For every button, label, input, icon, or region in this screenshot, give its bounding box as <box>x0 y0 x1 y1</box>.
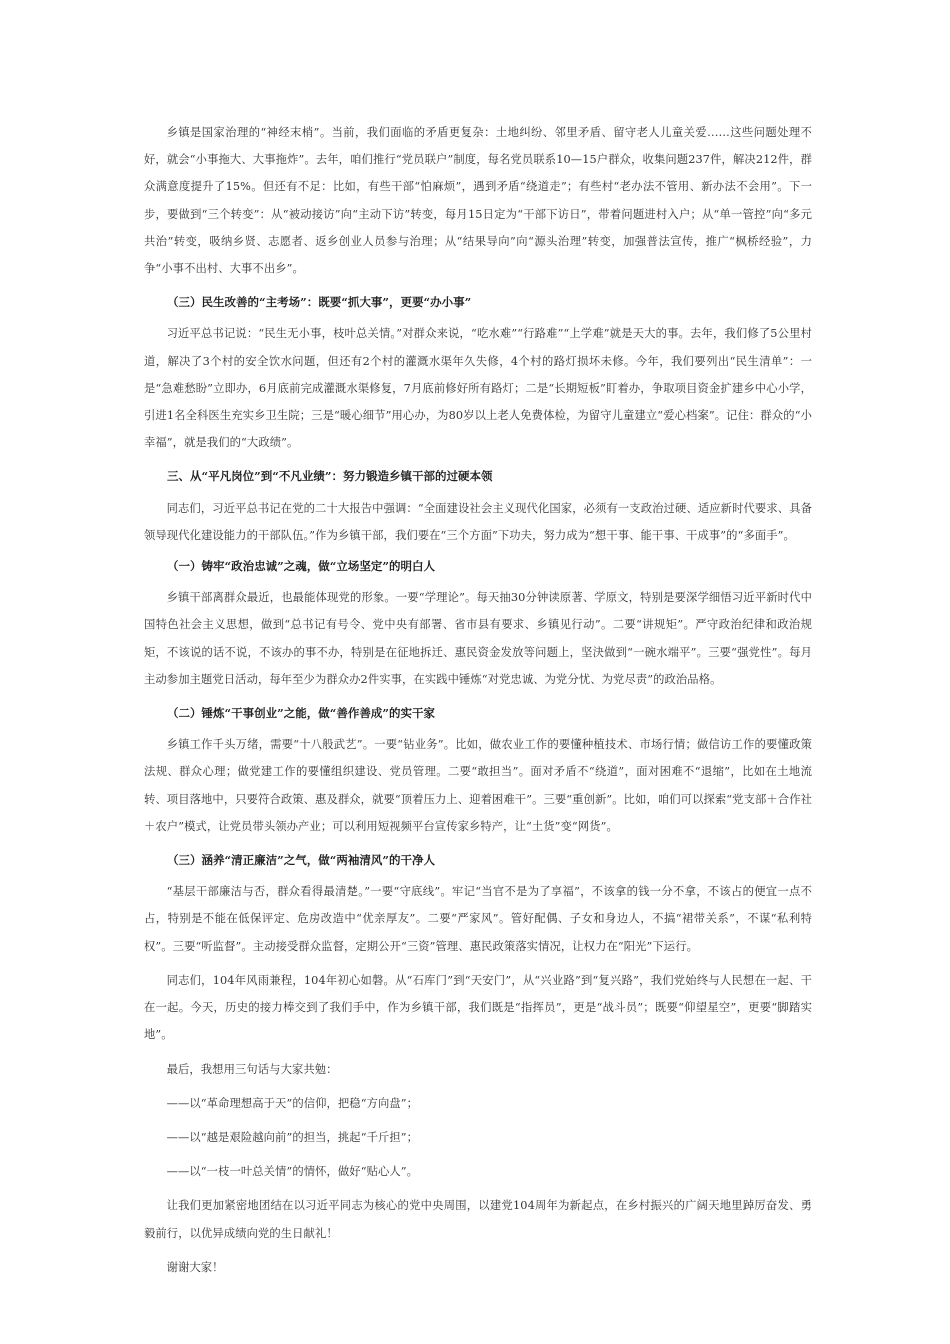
speech-body <box>144 119 812 1281</box>
paragraph-integrity: “基层干部廉洁与否，群众看得最清楚。”一要“守底线”。牢记“当官不是为了享福”，不该拿的钱一分不拿，不该占的便宜一点不占，特别是不能在低保评定、危房改造中“优亲厚友”。二要“严家风”。管好配偶、子女和身边人，不搞“裙带关系”，不谋“私利特权”。三要“听监督”。主动接受群众监督，定期公开“三资”管理、惠民政策落实情况，让权力在“阳光”下运行。 <box>144 885 812 953</box>
paragraph-cadre-intro: 同志们，习近平总书记在党的二十大报告中强调：“全面建设社会主义现代化国家，必须有一支政治过硬、适应新时代要求、具备领导现代化建设能力的干部队伍。”作为乡镇干部，我们要在“三个方面”下功夫，努力成为“想干事、能干事、干成事”的“多面手”。 <box>144 501 812 542</box>
section-heading-livelihood: （三）民生改善的“主考场”：既要“抓大事”，更要“办小事” <box>167 295 472 310</box>
paragraph-political-loyalty: 乡镇干部离群众最近，也最能体现党的形象。一要“学理论”。每天抽30分钟读原著、学原文，特别是要深学细悟习近平新时代中国特色社会主义思想，做到“总书记有号令、党中央有部署、省市县有要求、乡镇见行动”。二要“讲规矩”。严守政治纪律和政治规矩，不该说的话不说，不该办的事不办，特别是在征地拆迁、惠民资金发放等问题上，坚決做到“一碗水端平”。三要“强党性”。每月主动参加主题党日活动，每年至少为群众办2件实事，在实践中锤炼“对党忠诚、为党分忧、为党尽责”的政治品格。 <box>144 591 812 686</box>
section-heading-capability: （二）锤炼“干事创业”之能，做“善作善成”的实干家 <box>167 706 435 721</box>
paragraph-call-to-action: 让我们更加紧密地团结在以习近平同志为核心的党中央周围，以建党104周年为新起点，在乡村振兴的广阔天地里踔厉奋发、勇毅前行，以优异成绩向党的生日献礼！ <box>144 1199 812 1240</box>
section-heading-political-loyalty: （一）铸牢“政治忠诚”之魂，做“立场坚定”的明白人 <box>167 559 435 574</box>
paragraph-livelihood: 习近平总书记说：“民生无小事，枝叶总关情。”对群众来说，“吃水难”“行路难”“上学难”就是天大的事。去年，我们修了5公里村道，解决了3个村的安全饮水问题，但还有2个村的灌溉水渠年久失修，4个村的路灯损坏未修。今年，我们要列出“民生清单”：一是“急难愁盼”立即办，6月底前完成灌溉水渠修复，7月底前修好所有路灯；二是“长期短板”盯着办，争取项目资金扩建乡中心小学，引进1名全科医生充实乡卫生院；三是“暖心细节”用心办，为80岁以上老人免费体检，为留守儿童建立“爱心档案”。记住：群众的“小幸福”，就是我们的“大政绩”。 <box>144 327 812 450</box>
paragraph-anniversary: 同志们，104年风雨兼程，104年初心如磐。从“石库门”到“天安门”，从“兴业路”到“复兴路”，我们党始终与人民想在一起、干在一起。今天，历史的接力棒交到了我们手中，作为乡镇干部，我们既是“指挥员”，更是“战斗员”；既要“仰望星空”，更要“脚踏实地”。 <box>144 973 812 1042</box>
motto-line-3: ——以“一枝一叶总关情”的情怀，做好“贴心人”。 <box>166 1165 419 1179</box>
paragraph-capability: 乡镇工作千头万绪，需要“十八般武艺”。一要“钻业务”。比如，做农业工作的要懂种植技术、市场行情；做信访工作的要懂政策法规、群众心理；做党建工作的要懂组织建设、党员管理。二要“敢担当”。面对矛盾不“绕道”，面对困难不“退缩”，比如在土地流转、项目落地中，只要符合政策、惠及群众，就要“顶着压力上、迎着困难干”。三要“重创新”。比如，咱们可以探索“党支部＋合作社＋农户”模式，让党员带头领办产业；可以利用短视频平台宣传家乡特产，让“土货”变“网货”。 <box>144 738 812 833</box>
chapter-heading-three: 三、从“平凡岗位”到“不凡业绩”：努力锻造乡镇干部的过硬本领 <box>167 469 493 484</box>
motto-line-1: ——以“革命理想高于天”的信仰，把稳“方向盘”； <box>166 1096 419 1110</box>
motto-line-2: ——以“越是艰险越向前”的担当，挑起“千斤担”； <box>166 1130 419 1144</box>
paragraph-thanks: 谢谢大家！ <box>166 1260 224 1274</box>
paragraph-closing-intro: 最后，我想用三句话与大家共勉： <box>166 1062 338 1076</box>
paragraph-grassroots-governance: 乡镇是国家治理的“神经末梢”。当前，我们面临的矛盾更复杂：土地纠纷、邻里矛盾、留守老人儿童关爱……这些问题处理不好，就会“小事拖大、大事拖炸”。去年，咱们推行“党员联户”制度，每名党员联系10—15户群众，收集问题237件，解决212件，群众满意度提升了15%。但还有不足：比如，有些干部“怕麻烦”，遇到矛盾“绕道走”；有些村“老办法不管用、新办法不会用”。下一步，要做到“三个转变”：从“被动接访”向“主动下访”转变，每月15日定为“干部下访日”，带着问题进村入户；从“单一管控”向“多元共治”转变，吸纳乡贤、志愿者、返乡创业人员参与治理；从“结果导向”向“源头治理”转变，加强普法宣传，推广“枫桥经验”，力争“小事不出村、大事不出乡”。 <box>144 126 812 276</box>
section-heading-integrity: （三）涵养“清正廉洁”之气，做“两袖清风”的干净人 <box>167 853 435 868</box>
